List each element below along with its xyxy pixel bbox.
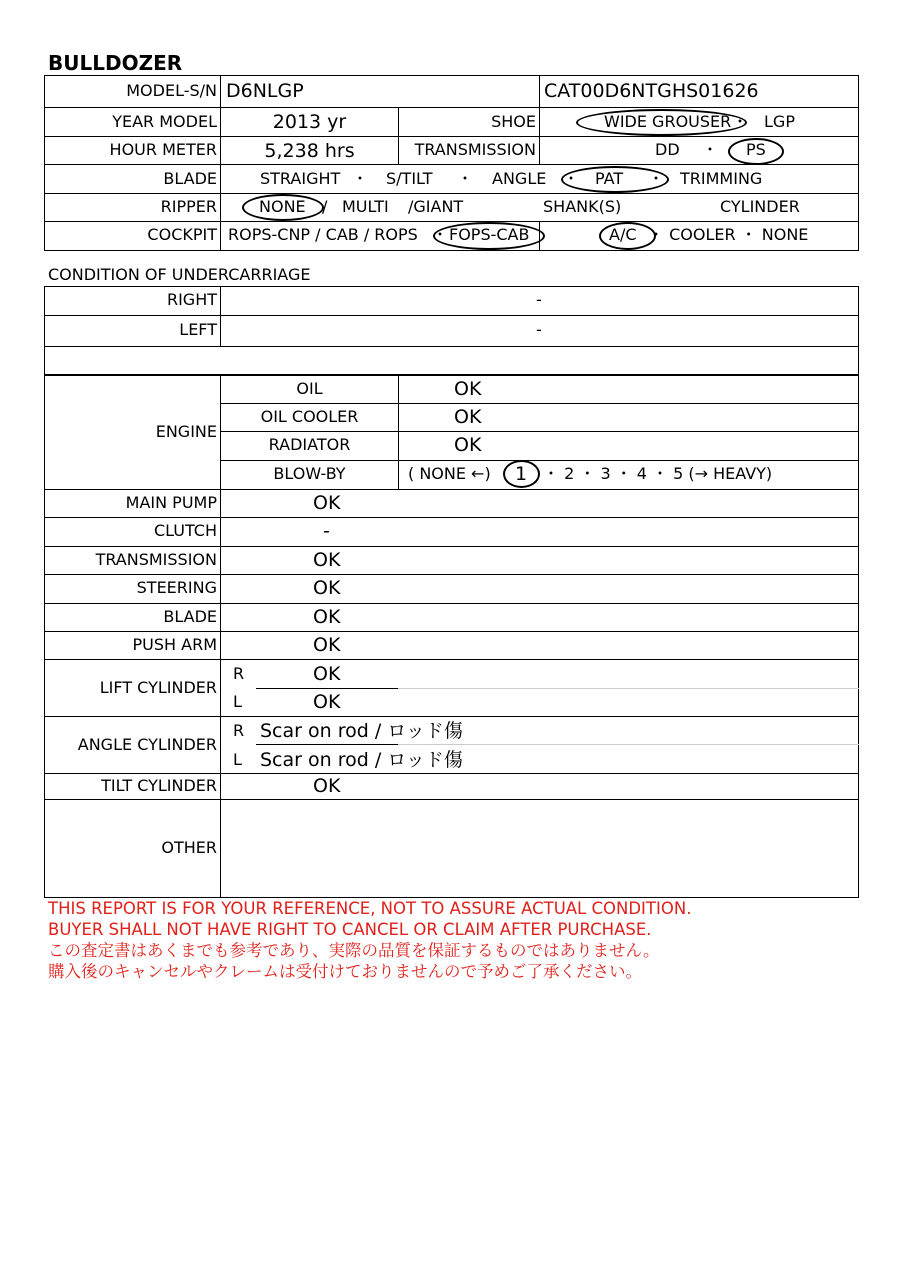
transmission-cond-value: OK: [313, 549, 341, 571]
blade-option-straight: STRAIGHT: [260, 169, 341, 188]
serial-number: CAT00D6NTGHS01626: [544, 80, 759, 102]
radiator-label: RADIATOR: [268, 435, 351, 454]
undercarriage-right-value: -: [536, 290, 542, 309]
lift-cylinder-l-value: OK: [313, 691, 341, 713]
lift-cylinder-l-side: L: [233, 692, 242, 711]
trans-separator: ・: [702, 140, 719, 159]
blade-separator-4: ・: [648, 169, 665, 188]
blade-separator-3: ・: [563, 169, 580, 188]
push-arm-value: OK: [313, 634, 341, 656]
push-arm-label: PUSH ARM: [132, 635, 217, 654]
lift-cylinder-r-value: OK: [313, 663, 341, 685]
cockpit-separator: ・: [432, 225, 449, 244]
ripper-option-shanks: SHANK(S): [543, 197, 622, 216]
ac-option-ac: A/C: [609, 225, 637, 244]
undercarriage-right-label: RIGHT: [166, 290, 217, 309]
disclaimer-line-1: THIS REPORT IS FOR YOUR REFERENCE, NOT TO ASSURE ACTUAL CONDITION.: [48, 899, 692, 918]
angle-cylinder-label: ANGLE CYLINDER: [77, 735, 217, 754]
cockpit-options: ROPS-CNP / CAB / ROPS: [228, 225, 418, 244]
blowby-selected-value: 1: [515, 463, 528, 485]
cockpit-label: COCKPIT: [147, 225, 217, 244]
blade-cond-value: OK: [313, 606, 341, 628]
blade-separator-2: ・: [457, 169, 474, 188]
disclaimer-line-4: 購入後のキャンセルやクレームは受付けておりませんので予めご了承ください。: [48, 962, 642, 981]
undercarriage-left-label: LEFT: [179, 320, 217, 339]
trans-option-dd: DD: [655, 140, 680, 159]
blade-option-pat: PAT: [595, 169, 624, 188]
clutch-label: CLUTCH: [153, 521, 217, 540]
engine-label: ENGINE: [155, 422, 217, 441]
year-value: 2013 yr: [272, 111, 347, 133]
shoe-separator: ・: [732, 112, 749, 131]
shoe-label: SHOE: [491, 112, 536, 131]
blade-label: BLADE: [163, 169, 217, 188]
lift-cylinder-r-side: R: [233, 664, 245, 683]
blowby-scale-rest: ・ 2 ・ 3 ・ 4 ・ 5 (→ HEAVY): [543, 464, 773, 483]
blowby-label: BLOW-BY: [273, 464, 346, 483]
ripper-option-multi: MULTI: [342, 197, 389, 216]
steering-value: OK: [313, 577, 341, 599]
angle-cylinder-l-value: Scar on rod / ロッド傷: [260, 749, 463, 771]
disclaimer-line-3: この査定書はあくまでも参考であり、実際の品質を保証するものではありません。: [48, 941, 660, 960]
main-pump-label: MAIN PUMP: [125, 493, 217, 512]
blade-cond-label: BLADE: [163, 607, 217, 626]
blade-option-trimming: TRIMMING: [680, 169, 763, 188]
disclaimer-line-2: BUYER SHALL NOT HAVE RIGHT TO CANCEL OR CLAIM AFTER PURCHASE.: [48, 920, 652, 939]
undercarriage-heading: CONDITION OF UNDERCARRIAGE: [48, 265, 311, 284]
clutch-value: -: [323, 520, 330, 542]
cockpit-option-fops-cab: FOPS-CAB: [449, 225, 530, 244]
angle-cylinder-l-side: L: [233, 750, 242, 769]
shoe-option-lgp: LGP: [764, 112, 795, 131]
oil-value: OK: [454, 378, 482, 400]
ripper-separator: /: [322, 197, 328, 216]
transmission-label: TRANSMISSION: [414, 140, 536, 159]
tilt-cylinder-label: TILT CYLINDER: [101, 776, 217, 795]
ripper-option-none: NONE: [259, 197, 306, 216]
oil-label: OIL: [296, 379, 323, 398]
oil-cooler-label: OIL COOLER: [260, 407, 359, 426]
hour-value: 5,238 hrs: [264, 140, 355, 162]
angle-cylinder-r-side: R: [233, 721, 245, 740]
ripper-option-giant: /GIANT: [408, 197, 464, 216]
undercarriage-left-value: -: [536, 320, 542, 339]
transmission-cond-label: TRANSMISSION: [95, 550, 217, 569]
radiator-value: OK: [454, 434, 482, 456]
ripper-option-cylinder: CYLINDER: [720, 197, 800, 216]
other-label: OTHER: [161, 838, 217, 857]
page-title: BULLDOZER: [48, 51, 183, 75]
tilt-cylinder-value: OK: [313, 775, 341, 797]
ac-option-rest: ・ COOLER ・ NONE: [648, 225, 809, 244]
year-label: YEAR MODEL: [112, 112, 217, 131]
trans-option-ps: PS: [746, 140, 766, 159]
shoe-option-wide-grouser: WIDE GROUSER: [604, 112, 732, 131]
lift-cylinder-label: LIFT CYLINDER: [99, 678, 217, 697]
steering-label: STEERING: [136, 578, 217, 597]
ripper-label: RIPPER: [160, 197, 217, 216]
hour-label: HOUR METER: [109, 140, 217, 159]
oil-cooler-value: OK: [454, 406, 482, 428]
model-label: MODEL-S/N: [126, 81, 217, 100]
blade-option-angle: ANGLE: [492, 169, 547, 188]
main-pump-value: OK: [313, 492, 341, 514]
model-value: D6NLGP: [226, 80, 304, 102]
blade-option-stilt: S/TILT: [386, 169, 433, 188]
angle-cylinder-r-value: Scar on rod / ロッド傷: [260, 720, 463, 742]
blade-separator-1: ・: [352, 169, 369, 188]
blowby-scale-start: ( NONE ←): [408, 464, 491, 483]
